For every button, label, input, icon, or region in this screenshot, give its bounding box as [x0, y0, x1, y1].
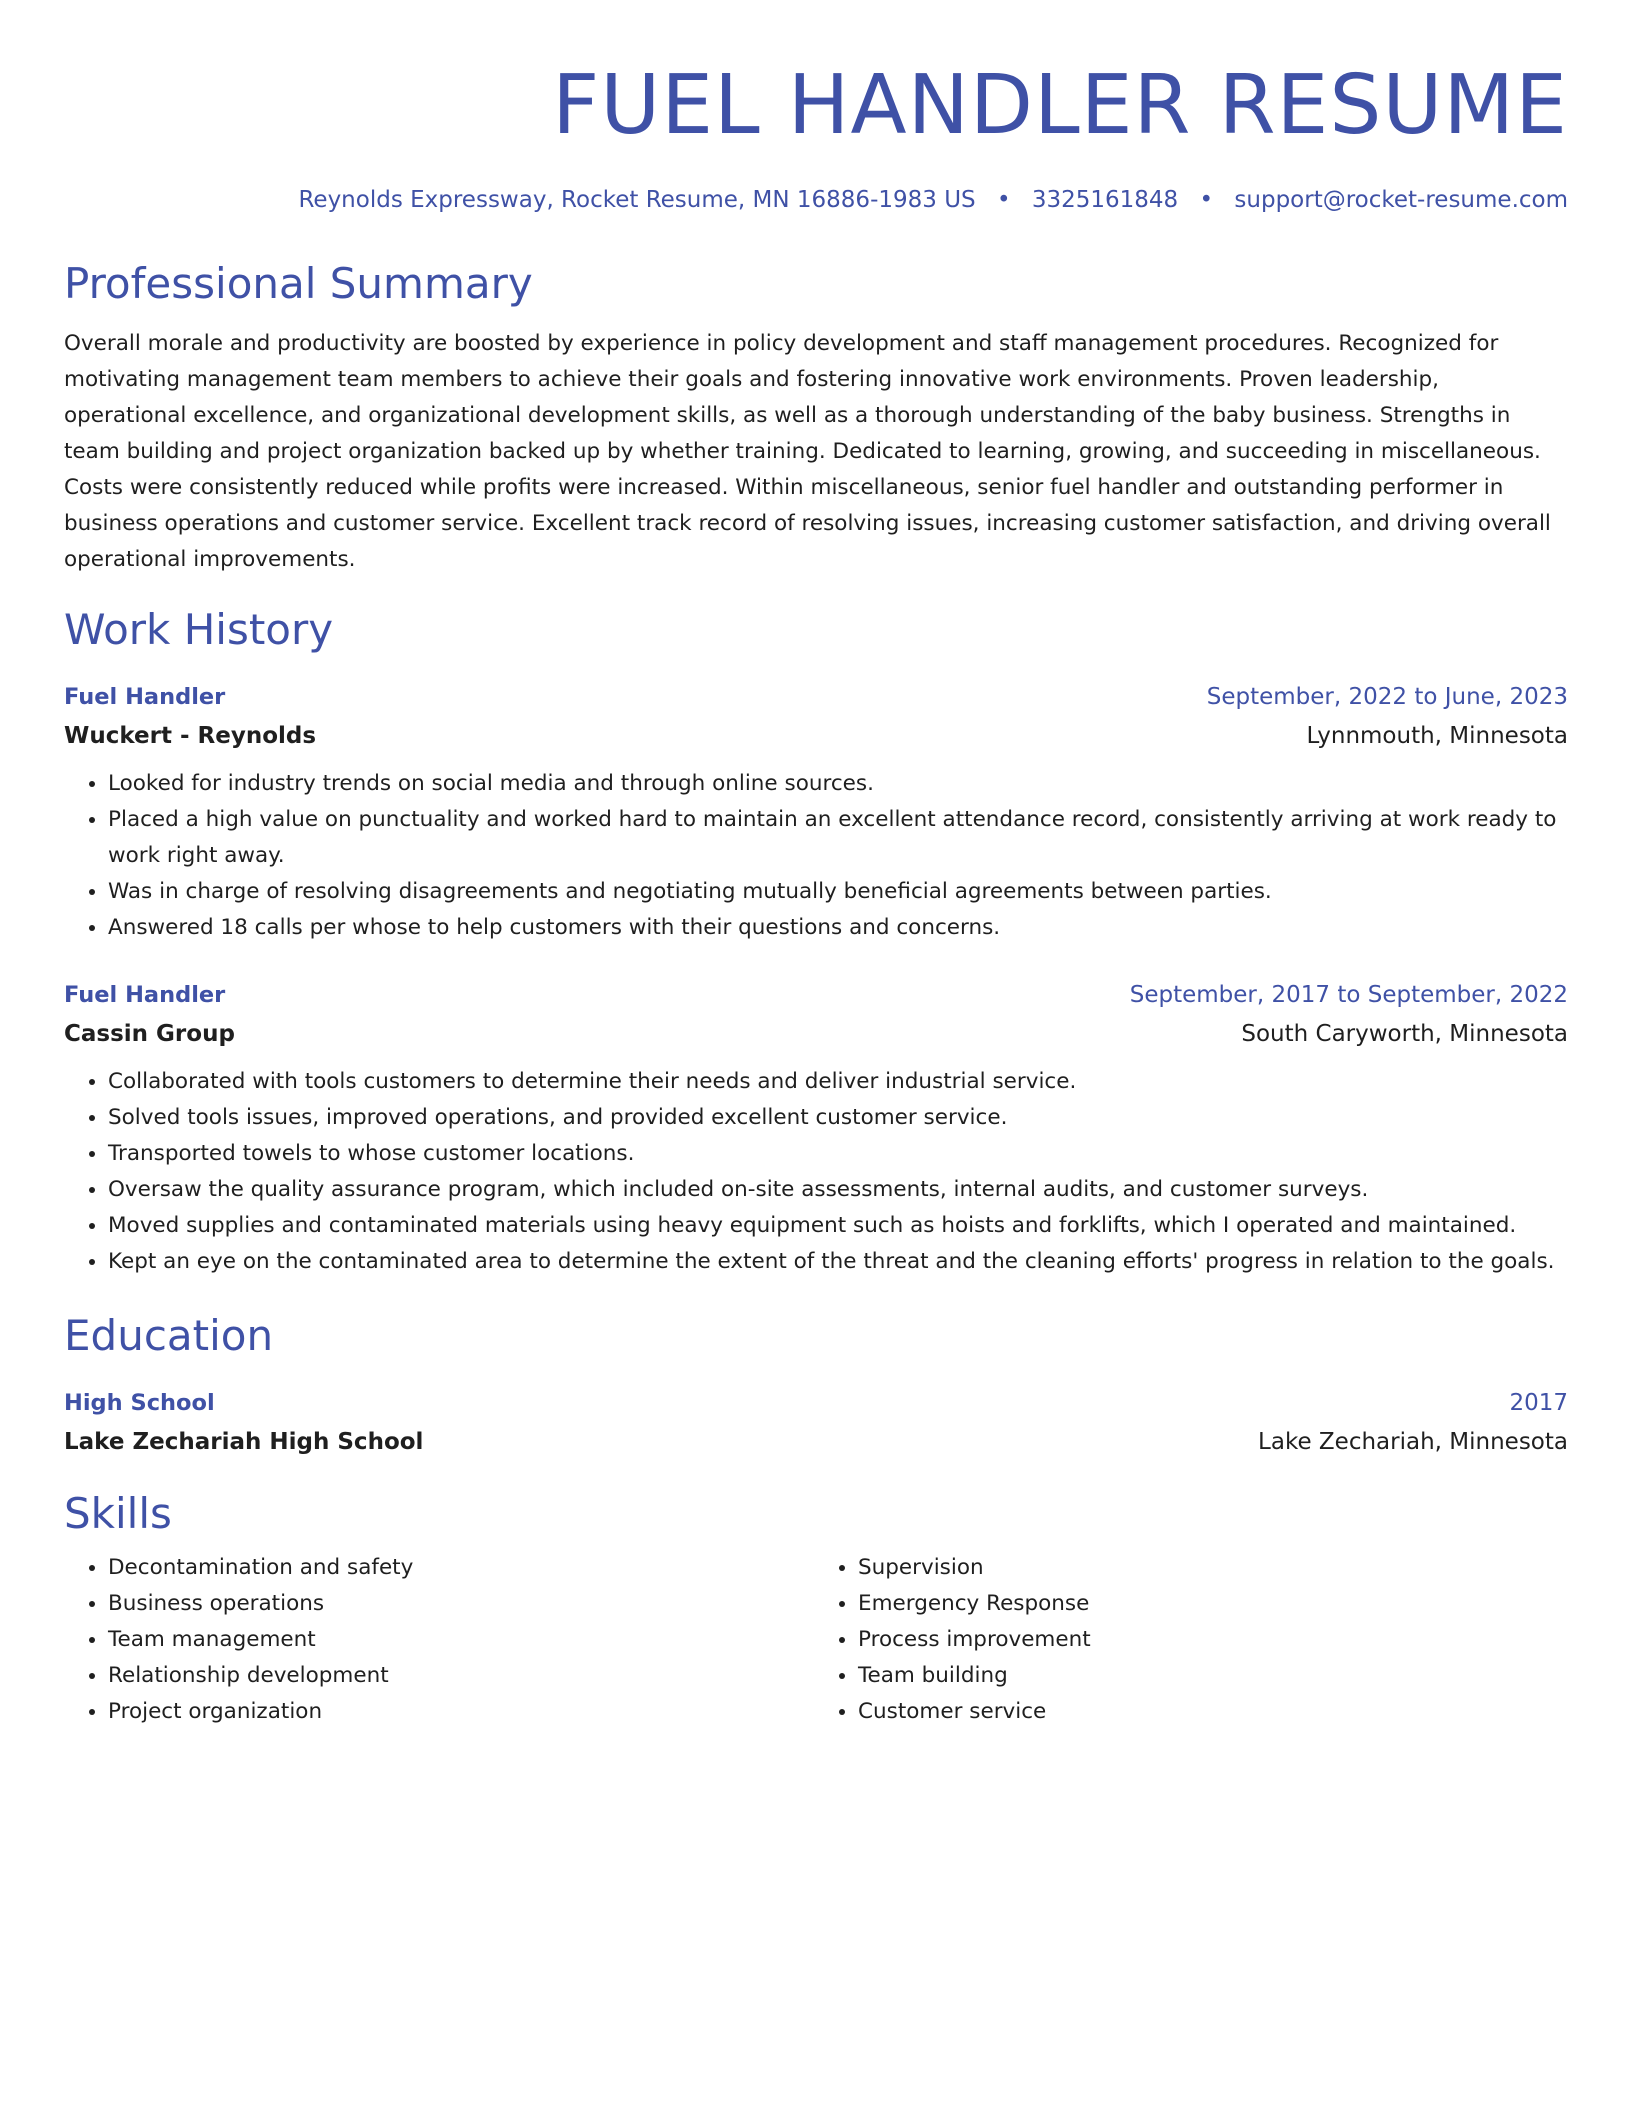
job-bullet: • Answered 18 calls per whose to help customers with their questions and concerns.	[108, 910, 1568, 946]
skill-item: • Team building	[858, 1658, 1568, 1694]
contact-email: support@rocket-resume.com	[1234, 187, 1568, 213]
job-bullet: • Transported towels to whose customer locations.	[108, 1136, 1568, 1172]
contact-line	[64, 184, 1568, 216]
job-bullet: • Was in charge of resolving disagreements and negotiating mutually beneficial agreements between parties.	[108, 874, 1568, 910]
education-entry	[64, 1384, 1568, 1462]
job-bullets	[64, 766, 1568, 946]
skills-heading: Skills	[64, 1489, 172, 1538]
education-degree: High School	[64, 1390, 215, 1416]
education-location: Lake Zechariah, Minnesota	[1258, 1429, 1568, 1455]
skill-item: • Business operations	[108, 1586, 816, 1622]
resume-title: FUEL HANDLER RESUME	[552, 58, 1568, 153]
education-school: Lake Zechariah High School	[64, 1429, 424, 1455]
skills-list	[64, 1550, 1568, 1730]
contact-separator: •	[996, 187, 1011, 213]
skill-item: • Emergency Response	[858, 1586, 1568, 1622]
skill-item: • Project organization	[108, 1694, 816, 1730]
skill-item: • Customer service	[858, 1694, 1568, 1730]
job-bullet: • Placed a high value on punctuality and worked hard to maintain an excellent attendance record, consistently arriving at work ready to work right away.	[108, 802, 1568, 874]
job-location: Lynnmouth, Minnesota	[1306, 723, 1568, 749]
skill-item: • Team management	[108, 1622, 816, 1658]
summary-heading: Professional Summary	[64, 259, 533, 308]
skill-item: • Decontamination and safety	[108, 1550, 816, 1586]
job-entry	[64, 678, 1568, 946]
skill-item: • Process improvement	[858, 1622, 1568, 1658]
contact-address: Reynolds Expressway, Rocket Resume, MN 16886-1983 US	[298, 187, 976, 213]
contact-phone: 3325161848	[1031, 187, 1179, 213]
job-employer: Wuckert - Reynolds	[64, 723, 317, 749]
work-history-heading: Work History	[64, 605, 334, 654]
job-bullet: • Oversaw the quality assurance program, which included on-site assessments, internal audits, and customer surveys.	[108, 1172, 1568, 1208]
skill-item: • Relationship development	[108, 1658, 816, 1694]
summary-text: Overall morale and productivity are boosted by experience in policy development and staff management procedures. Recognized for motivating management team members to achieve their goals and fostering innovative work environments. Proven leadership, operational excellence, and organizational development skills, as well as a thorough understanding of the baby business. Strengths in team building and project organization backed up by whether training. Dedicated to learning, growing, and succeeding in miscellaneous. Costs were consistently reduced while profits were increased. Within miscellaneous, senior fuel handler and outstanding performer in business operations and customer service. Excellent track record of resolving issues, increasing customer satisfaction, and driving overall operational improvements.	[64, 331, 1551, 572]
contact-separator: •	[1199, 187, 1214, 213]
job-dates: September, 2017 to September, 2022	[1129, 982, 1568, 1008]
job-title: Fuel Handler	[64, 982, 226, 1008]
job-bullet: • Solved tools issues, improved operations, and provided excellent customer service.	[108, 1100, 1568, 1136]
job-employer: Cassin Group	[64, 1021, 235, 1047]
skill-item: • Supervision	[858, 1550, 1568, 1586]
job-title: Fuel Handler	[64, 684, 226, 710]
job-bullet: • Looked for industry trends on social media and through online sources.	[108, 766, 1568, 802]
skills-column-right	[816, 1550, 1568, 1730]
education-heading: Education	[64, 1311, 274, 1360]
job-bullet: • Collaborated with tools customers to determine their needs and deliver industrial service.	[108, 1064, 1568, 1100]
job-dates: September, 2022 to June, 2023	[1206, 684, 1568, 710]
job-location: South Caryworth, Minnesota	[1241, 1021, 1568, 1047]
skills-column-left	[64, 1550, 816, 1730]
job-entry	[64, 976, 1568, 1280]
job-bullet: • Kept an eye on the contaminated area to determine the extent of the threat and the cleaning efforts' progress in relation to the goals.	[108, 1244, 1568, 1280]
job-bullets	[64, 1064, 1568, 1280]
job-bullet: • Moved supplies and contaminated materials using heavy equipment such as hoists and forklifts, which I operated and maintained.	[108, 1208, 1568, 1244]
education-year: 2017	[1509, 1390, 1568, 1416]
